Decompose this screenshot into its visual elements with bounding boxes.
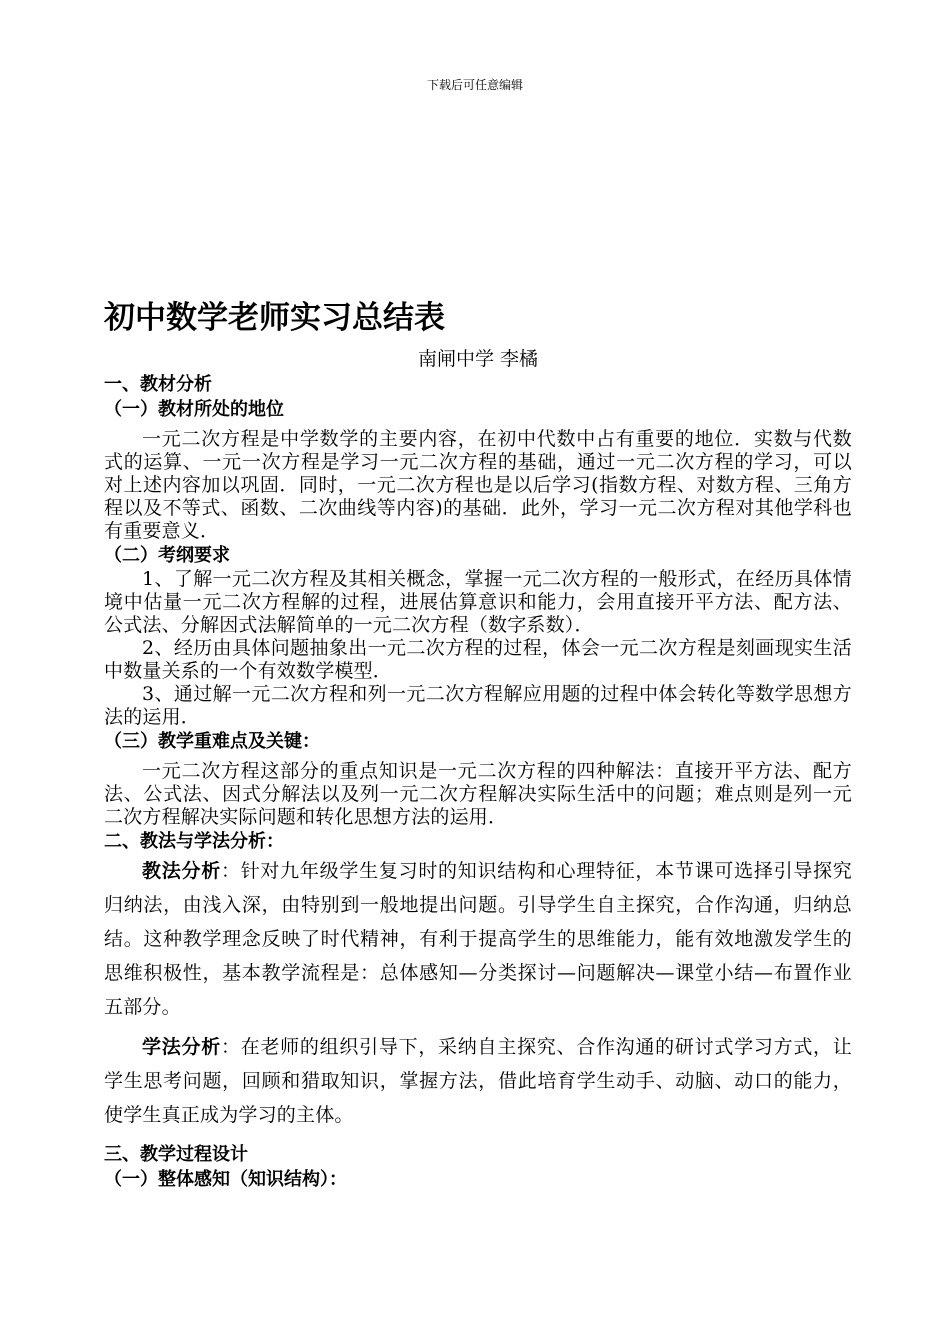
- section-1-3-heading: （三）教学重难点及关键：: [104, 731, 320, 752]
- learning-method-text: ：在老师的组织引导下，采纳自主探究、合作沟通的研讨式学习方式，让学生思考问题，回顾和猎取知识，掌握方法，借此培育学生动手、动脑、动口的能力，使学生真正成为学习的主体。: [104, 1036, 852, 1126]
- section-1-1-paragraph: 一元二次方程是中学数学的主要内容，在初中代数中占有重要的地位．实数与代数式的运算、一元一次方程是学习一元二次方程的基础，通过一元二次方程的学习，可以对上述内容加以巩固．同时，一元二次方程也是以后学习(指数方程、对数方程、三角方程以及不等式、函数、二次曲线等内容)的基础．此外，学习一元二次方程对其他学科也有重要意义．: [104, 428, 852, 542]
- section-3-heading: 三、教学过程设计: [104, 1144, 248, 1165]
- section-2-heading: 二、教法与学法分析：: [104, 831, 284, 852]
- requirement-item-2: 2、经历由具体问题抽象出一元二次方程的过程，体会一元二次方程是刻画现实生活中数量关系的一个有效数学模型．: [104, 637, 852, 682]
- section-1-3-paragraph: 一元二次方程这部分的重点知识是一元二次方程的四种解法：直接开平方法、配方法、公式法、因式分解法以及列一元二次方程解决实际生活中的问题；难点则是列一元二次方程解决实际问题和转化思想方法的运用．: [104, 760, 852, 828]
- requirement-item-1: 1、了解一元二次方程及其相关概念，掌握一元二次方程的一般形式，在经历具体情境中估量一元二次方程解的过程，进展估算意识和能力，会用直接开平方法、配方法、公式法、分解因式法解简单的一元二次方程（数字系数）．: [104, 568, 852, 636]
- teaching-method-label: 教法分析: [142, 860, 221, 882]
- learning-method-label: 学法分析: [142, 1036, 221, 1058]
- section-1-2-heading: （二）考纲要求: [104, 545, 230, 566]
- author-line: 南闸中学 李橘: [417, 348, 539, 370]
- document-title: 初中数学老师实习总结表: [104, 300, 445, 336]
- document-body: [104, 298, 852, 1192]
- teaching-method-paragraph: [104, 854, 852, 1024]
- requirement-item-3: 3、通过解一元二次方程和列一元二次方程解应用题的过程中体会转化等数学思想方法的运用．: [104, 683, 852, 728]
- page-header-note: 下载后可任意编辑: [426, 78, 523, 92]
- section-3-1-heading: （一）整体感知（知识结构）：: [104, 1169, 347, 1190]
- section-1-1-heading: （一）教材所处的地位: [104, 399, 284, 420]
- section-1-heading: 一、教材分析: [104, 374, 212, 395]
- teaching-method-text: ：针对九年级学生复习时的知识结构和心理特征，本节课可选择引导探究归纳法，由浅入深，由特别到一般地提出问题。引导学生自主探究，合作沟通，归纳总结。这种教学理念反映了时代精神，有利于提高学生的思维能力，能有效地激发学生的思维积极性，基本教学流程是：总体感知—分类探讨—问题解决—课堂小结—布置作业五部分。: [104, 860, 852, 1018]
- learning-method-paragraph: [104, 1030, 852, 1132]
